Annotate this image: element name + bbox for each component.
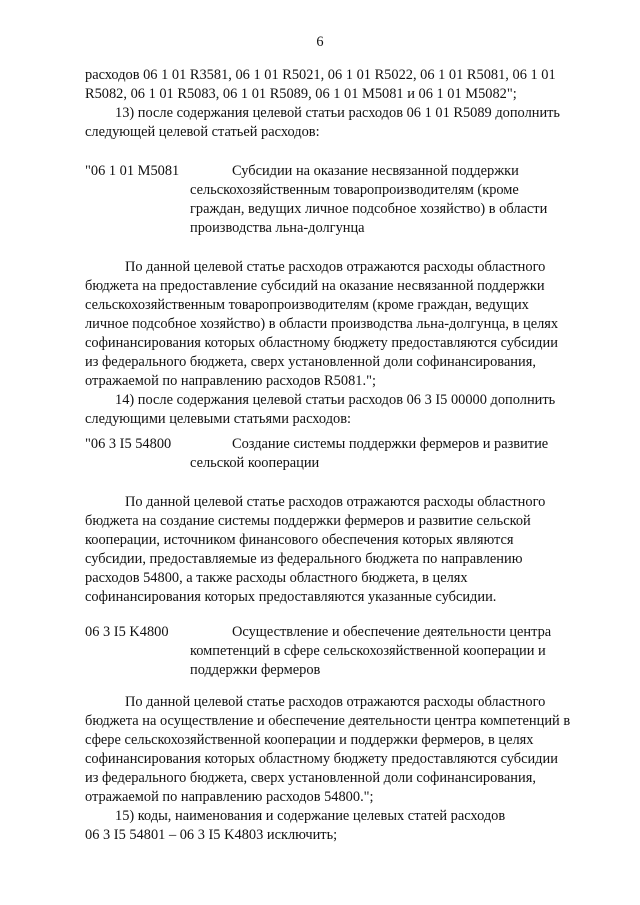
item15-line-1: 15) коды, наименования и содержание целевых статей расходов	[115, 808, 506, 824]
entry-desc-line: отражаемой по направлению расходов R5081.";	[85, 373, 376, 389]
entry-desc-line: бюджета на создание системы поддержки фермеров и развитие сельской	[85, 513, 531, 529]
entry-desc-line: софинансирования которых предоставляются указанные субсидии.	[85, 589, 497, 605]
entry-name-line: поддержки фермеров	[190, 662, 321, 678]
entry-desc-line: По данной целевой статье расходов отражаются расходы областного	[125, 259, 546, 275]
entry-desc-line: субсидии, предоставляемые из федерального бюджета по направлению	[85, 551, 523, 567]
entry-code: "06 1 01 M5081	[85, 163, 180, 179]
intro-line-1: расходов 06 1 01 R3581, 06 1 01 R5021, 06 1 01 R5022, 06 1 01 R5081, 06 1 01	[85, 67, 556, 83]
entry-desc-line: личное подсобное хозяйство) в области производства льна-долгунца, в целях	[85, 316, 559, 332]
entry-desc-line: По данной целевой статье расходов отражаются расходы областного	[125, 694, 546, 710]
entry-desc-line: расходов 54800, а также расходы областного бюджета, в целях	[85, 570, 468, 586]
entry-name-line: Субсидии на оказание несвязанной поддержки	[232, 163, 519, 179]
entry-desc-line: софинансирования которых областному бюджету предоставляются субсидии	[85, 335, 558, 351]
entry-desc-line: По данной целевой статье расходов отражаются расходы областного	[125, 494, 546, 510]
entry-code: "06 3 I5 54800	[85, 436, 172, 452]
item15-line-2: 06 3 I5 54801 – 06 3 I5 K4803 исключить;	[85, 827, 338, 843]
page-number: 6	[316, 34, 324, 50]
entry-desc-line: софинансирования которых областному бюджету предоставляются субсидии	[85, 751, 558, 767]
entry-name-line: граждан, ведущих личное подсобное хозяйство) в области	[190, 201, 548, 217]
entry-desc-line: кооперации, источником финансового обеспечения которых являются	[85, 532, 514, 548]
item14-line-2: следующими целевыми статьями расходов:	[85, 411, 352, 427]
entry-name-line: сельской кооперации	[190, 455, 320, 471]
entry-name-line: Осуществление и обеспечение деятельности центра	[232, 624, 552, 640]
item13-line-2: следующей целевой статьей расходов:	[85, 124, 320, 140]
item13-line-1: 13) после содержания целевой статьи расходов 06 1 01 R5089 дополнить	[115, 105, 560, 121]
entry-name-line: Создание системы поддержки фермеров и развитие	[232, 436, 549, 452]
entry-desc-line: бюджета на предоставление субсидий на оказание несвязанной поддержки	[85, 278, 545, 294]
entry-name-line: сельскохозяйственным товаропроизводителям (кроме	[190, 182, 519, 198]
item14-line-1: 14) после содержания целевой статьи расходов 06 3 I5 00000 дополнить	[115, 392, 556, 408]
intro-line-2: R5082, 06 1 01 R5083, 06 1 01 R5089, 06 1 01 M5081 и 06 1 01 M5082";	[85, 86, 517, 102]
entry-name-line: компетенций в сфере сельскохозяйственной кооперации и	[190, 643, 546, 659]
entry-desc-line: бюджета на осуществление и обеспечение деятельности центра компетенций в	[85, 713, 571, 729]
entry-desc-line: сельскохозяйственным товаропроизводителям (кроме граждан, ведущих	[85, 297, 529, 313]
entry-code: 06 3 I5 K4800	[85, 624, 169, 640]
entry-desc-line: из федерального бюджета, сверх установленной доли софинансирования,	[85, 354, 536, 370]
entry-desc-line: отражаемой по направлению расходов 54800.";	[85, 789, 374, 805]
entry-desc-line: сфере сельскохозяйственной кооперации и поддержки фермеров, в целях	[85, 732, 534, 748]
entry-name-line: производства льна-долгунца	[190, 220, 365, 236]
entry-desc-line: из федерального бюджета, сверх установленной доли софинансирования,	[85, 770, 536, 786]
